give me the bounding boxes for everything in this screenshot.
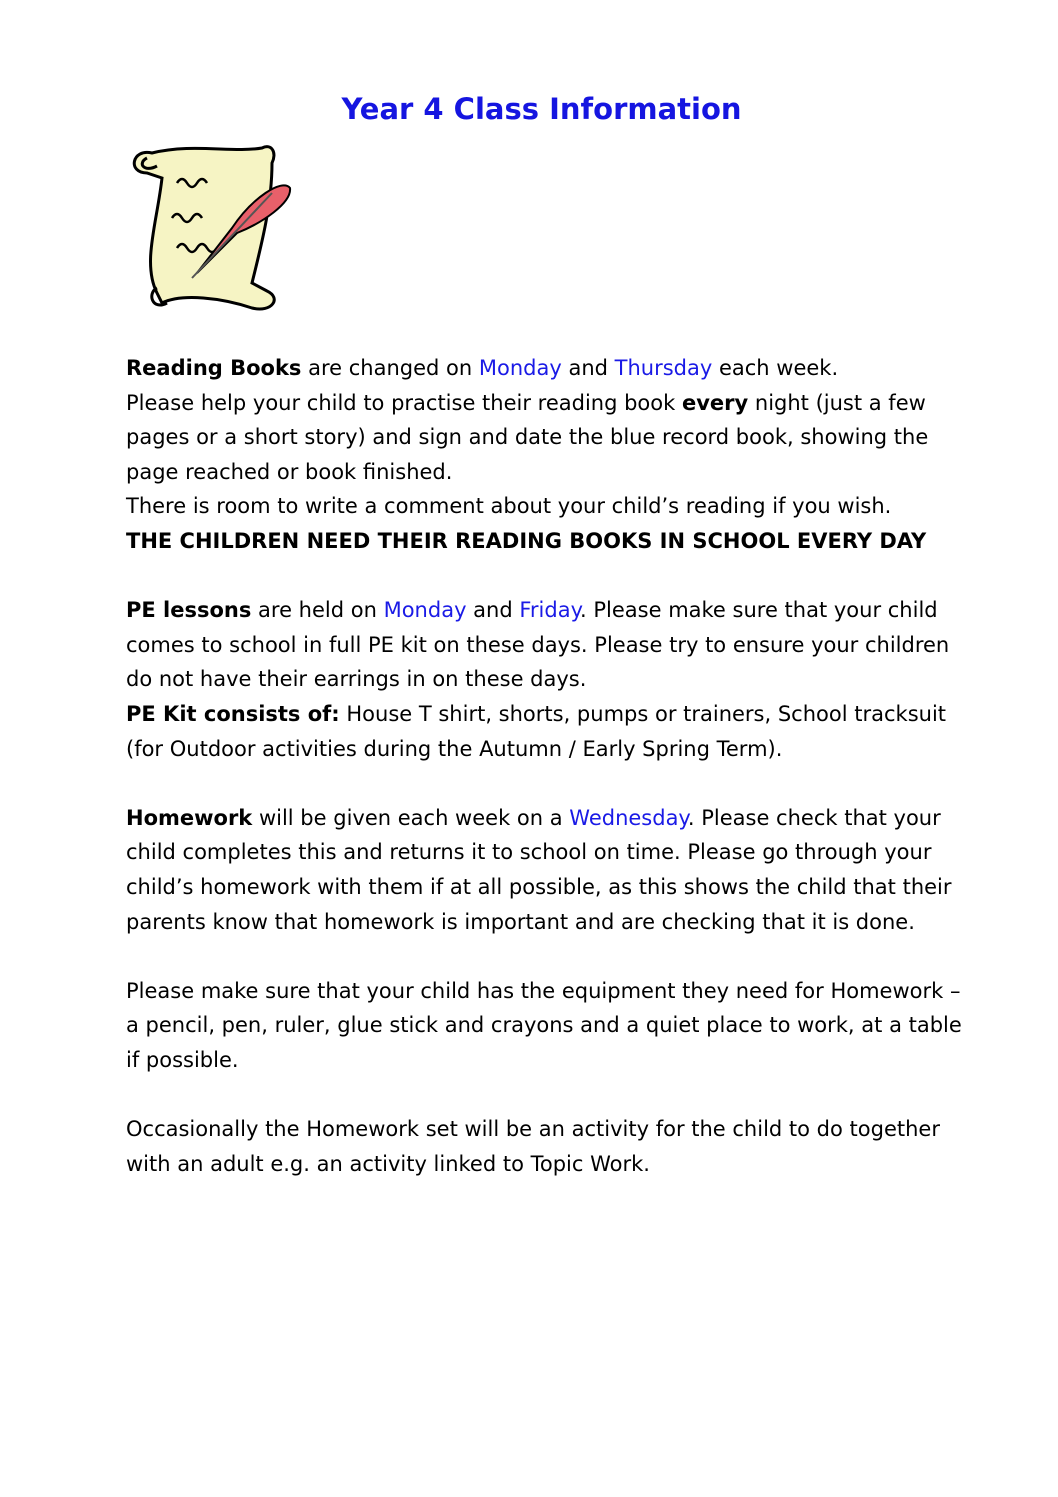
document-body [126,351,976,1216]
text-run: are held on [251,598,384,623]
highlighted-day: Wednesday [569,805,688,830]
highlighted-day: Thursday [614,356,713,380]
equipment-section [126,974,976,1078]
text-run: will be given each week on a [252,805,570,830]
text-run: are changed on [301,356,479,380]
reading-books-section [126,351,976,559]
bold-text: Homework [126,805,253,830]
text-run: Occasionally the Homework set will be an activity for the child to do together with an adult e.g. an activity linked to Topic Work. [126,1117,940,1176]
text-run: and [466,598,520,623]
text-run: House T shirt, shorts, pumps or trainers, School tracksuit (for Outdoor activities during the Autumn / Early Spring Term). [126,701,947,761]
homework-section [126,801,976,939]
text-run: Please help your child to practise their reading book [126,390,682,415]
highlighted-day: Friday [519,598,581,623]
highlighted-day: Monday [478,356,562,380]
page-title: Year 4 Class Information [341,92,742,126]
occasional-homework-section [126,1112,976,1181]
text-run: Please make sure that your child has the equipment they need for Homework – a pencil, pen, ruler, glue stick and crayons and a quiet place to work, at a table if possible. [126,978,962,1072]
text-run: each week. [712,356,839,380]
scroll-quill-illustration [122,133,298,315]
highlighted-day: Monday [383,598,467,623]
pe-lessons-section [126,593,976,766]
bold-text: Reading Books [126,356,302,380]
text-run: . Please make sure that your child comes to school in full PE kit on these days. Please try to ensure your children do not have their earrings in on these days. [126,598,950,692]
text-run: night (just a few pages or a short story) and sign and date the blue record book, showing the page reached or book finished. [126,390,929,484]
bold-text: every [681,390,749,415]
text-run: There is room to write a comment about your child’s reading if you wish. [126,494,892,519]
bold-text: PE Kit consists of: [126,701,340,726]
text-run: . Please check that your child completes this and returns it to school on time. Please go through your child’s homework with them if at all possible, as this shows the child that their parents know that homework is important and are checking that it is done. [126,805,952,934]
bold-text: THE CHILDREN NEED THEIR READING BOOKS IN SCHOOL EVERY DAY [126,528,927,553]
bold-text: PE lessons [126,598,252,623]
text-run: and [561,356,615,380]
